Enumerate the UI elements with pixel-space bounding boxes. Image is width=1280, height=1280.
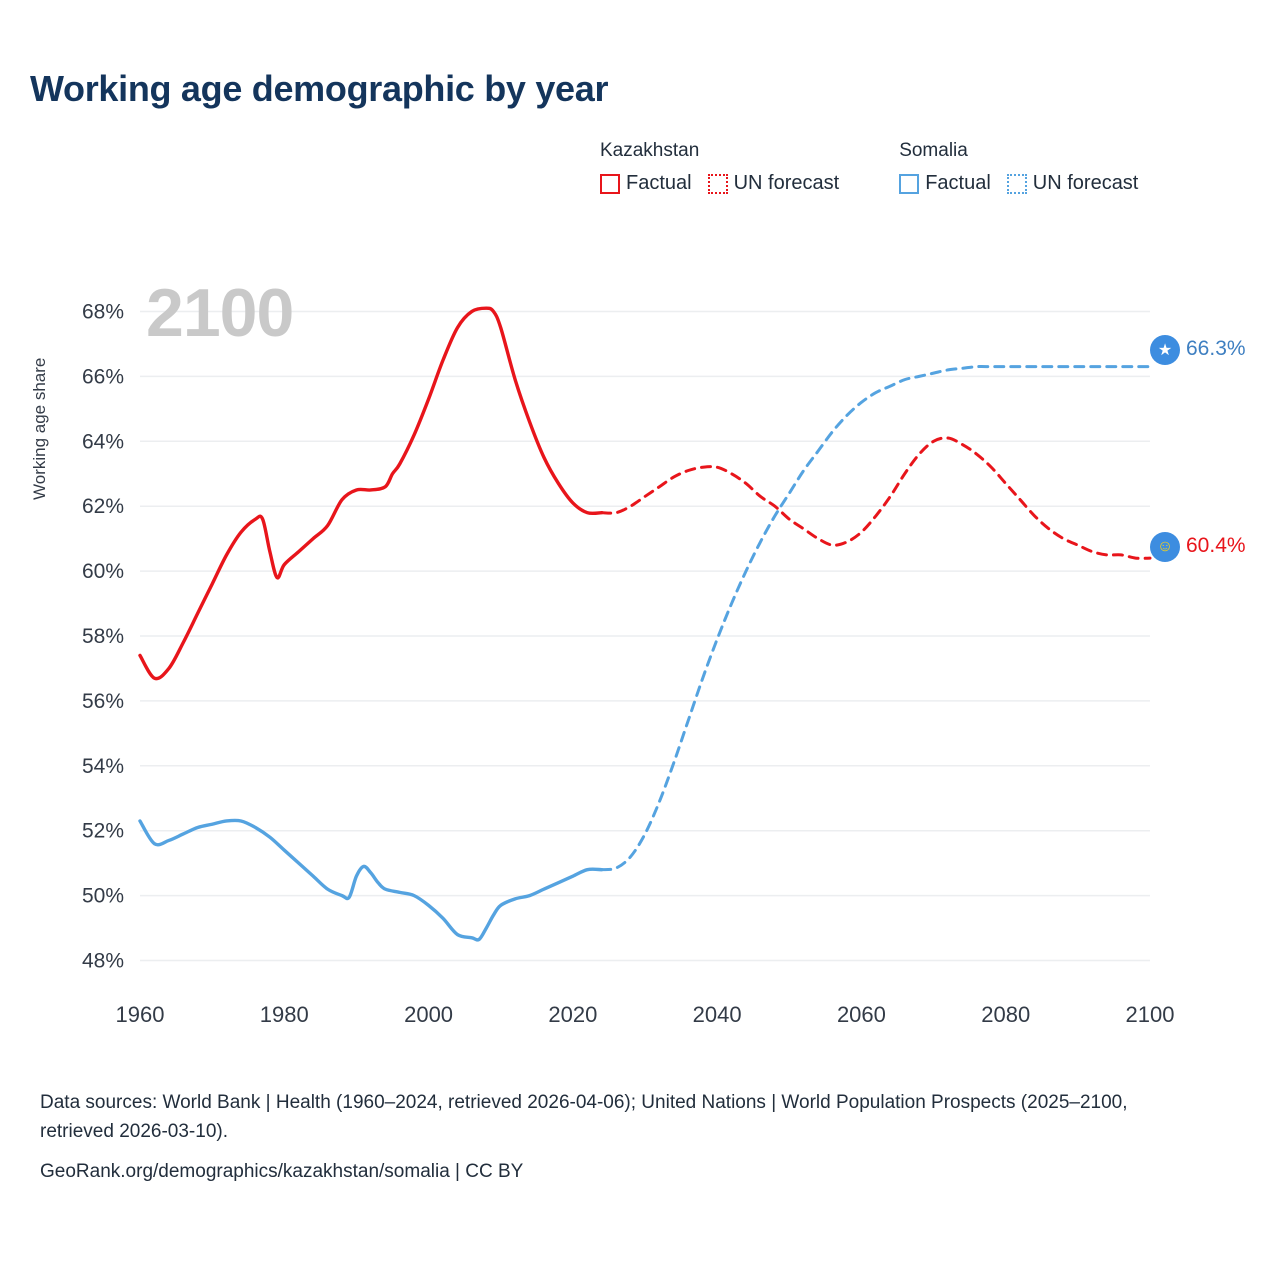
legend-swatch-icon bbox=[708, 174, 728, 194]
x-tick-label: 1960 bbox=[115, 1002, 165, 1027]
x-tick-label: 2020 bbox=[548, 1002, 598, 1027]
y-tick-label: 66% bbox=[81, 365, 124, 389]
x-tick-label: 2060 bbox=[836, 1002, 886, 1027]
data-sources-text: Data sources: World Bank | Health (1960–2024, retrieved 2026-04-06); United Nations | World Population Prospects (2025–2100, retrieved 2026-03-10). bbox=[40, 1092, 1128, 1143]
x-tick-label: 2080 bbox=[981, 1002, 1031, 1027]
legend-item-somalia-forecast[interactable] bbox=[1007, 172, 1139, 195]
legend-group-title: Somalia bbox=[899, 140, 968, 161]
page-title: Working age demographic by year bbox=[30, 68, 609, 109]
series-line bbox=[140, 820, 602, 940]
y-tick-label: 52% bbox=[81, 819, 124, 843]
y-tick-label: 68% bbox=[81, 300, 124, 324]
chart-svg bbox=[0, 260, 1280, 1060]
x-tick-label: 2100 bbox=[1125, 1002, 1175, 1027]
legend-item-label: Factual bbox=[626, 172, 692, 194]
end-label-somalia: 66.3% bbox=[1186, 337, 1246, 360]
smiley-icon: ☺ bbox=[1150, 532, 1180, 562]
legend-swatch-icon bbox=[1007, 174, 1027, 194]
y-tick-label: 54% bbox=[81, 754, 124, 778]
y-tick-label: 56% bbox=[81, 689, 124, 713]
end-label-kazakhstan: 60.4% bbox=[1186, 534, 1246, 557]
legend-item-kazakhstan-forecast[interactable] bbox=[708, 172, 840, 195]
legend-group-somalia bbox=[899, 140, 1138, 195]
legend-item-label: UN forecast bbox=[733, 172, 840, 194]
y-tick-label: 64% bbox=[81, 430, 124, 454]
y-tick-label: 48% bbox=[81, 949, 124, 973]
watermark-year: 2100 bbox=[146, 275, 294, 351]
y-tick-label: 62% bbox=[81, 495, 124, 519]
legend-group-kazakhstan bbox=[600, 140, 839, 195]
y-tick-label: 60% bbox=[81, 560, 124, 584]
chart-footer bbox=[40, 1088, 1190, 1186]
legend-swatch-icon bbox=[600, 174, 620, 194]
legend-group-title: Kazakhstan bbox=[600, 140, 700, 161]
series-line bbox=[140, 308, 602, 678]
x-tick-label: 2000 bbox=[404, 1002, 454, 1027]
legend-item-kazakhstan-factual[interactable] bbox=[600, 172, 692, 195]
attribution-text: GeoRank.org/demographics/kazakhstan/somalia | CC BY bbox=[40, 1160, 524, 1182]
series-line bbox=[602, 438, 1150, 558]
y-axis-title: Working age share bbox=[30, 357, 49, 500]
x-tick-label: 2040 bbox=[692, 1002, 742, 1027]
legend-swatch-icon bbox=[899, 174, 919, 194]
chart-plot-area bbox=[0, 260, 1280, 1060]
x-tick-label: 1980 bbox=[259, 1002, 309, 1027]
legend-item-label: UN forecast bbox=[1032, 172, 1139, 194]
legend-item-label: Factual bbox=[925, 172, 991, 194]
y-tick-label: 58% bbox=[81, 625, 124, 648]
star-icon: ★ bbox=[1150, 335, 1180, 365]
chart-legend bbox=[600, 140, 1138, 195]
legend-item-somalia-factual[interactable] bbox=[899, 172, 991, 195]
y-tick-label: 50% bbox=[81, 884, 124, 908]
